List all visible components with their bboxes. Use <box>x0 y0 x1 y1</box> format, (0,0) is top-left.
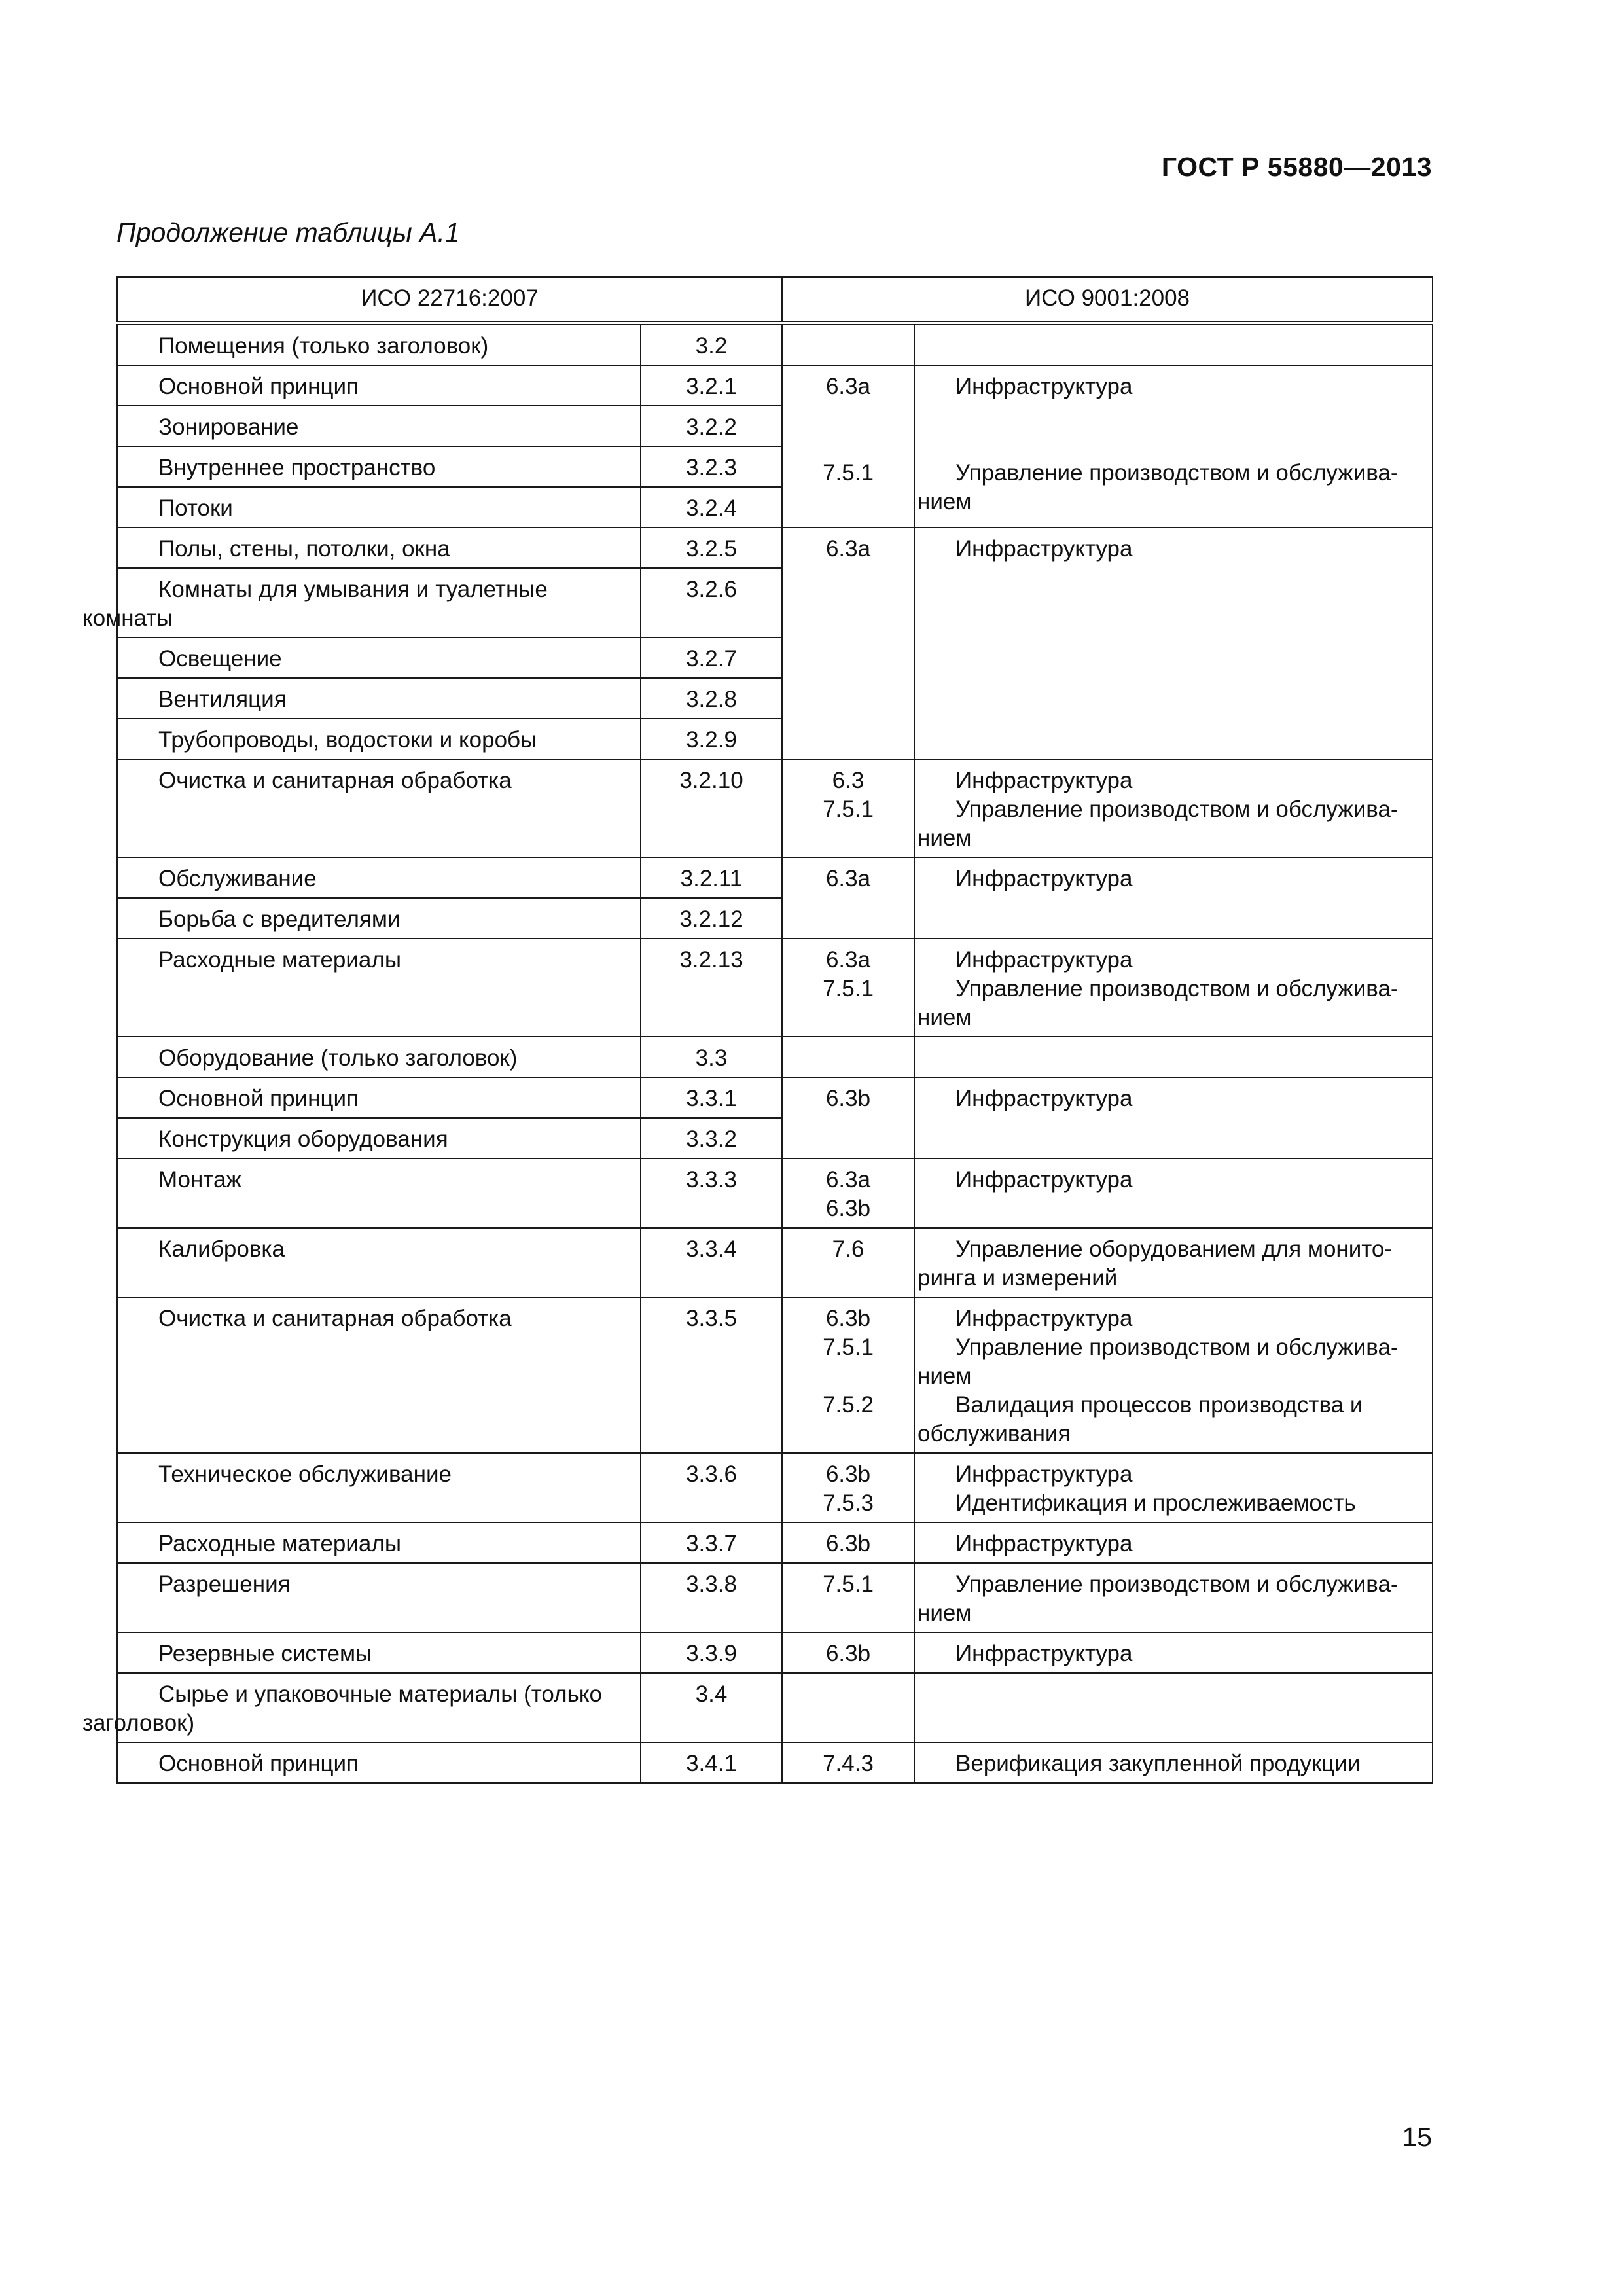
section-number: 3.2.10 <box>641 759 782 857</box>
iso9001-requirement: Верификация закупленной продукции <box>955 1751 1361 1776</box>
iso9001-requirement-cell <box>914 323 1433 366</box>
section-name-cell <box>117 898 641 939</box>
section-name: Потоки <box>158 495 233 521</box>
iso9001-requirement: нием <box>918 1363 972 1389</box>
section-name-continuation: заголовок) <box>82 1710 195 1736</box>
section-number: 3.3.6 <box>641 1453 782 1522</box>
section-name-cell <box>82 1673 641 1742</box>
section-name-cell <box>117 1563 641 1632</box>
section-name: Освещение <box>158 646 282 672</box>
section-number: 3.3.8 <box>641 1563 782 1632</box>
section-name: Очистка и санитарная обработка <box>158 1306 512 1331</box>
iso9001-requirement: Инфраструктура <box>955 374 1133 399</box>
section-name-cell <box>117 857 641 898</box>
section-name: Борьба с вредителями <box>158 906 401 932</box>
iso9001-clause-cell <box>782 857 914 939</box>
section-name-cell <box>117 446 641 487</box>
table-row <box>117 1037 1433 1077</box>
iso9001-clause-cell <box>782 1228 914 1297</box>
iso9001-clause: 7.4.3 <box>823 1751 874 1776</box>
section-name: Сырье и упаковочные материалы (только <box>158 1681 602 1707</box>
section-name: Расходные материалы <box>158 947 401 973</box>
section-number: 3.2.7 <box>641 637 782 678</box>
section-name-cell <box>117 365 641 406</box>
section-number: 3.4.1 <box>641 1742 782 1783</box>
table-row <box>117 1077 1433 1118</box>
iso9001-requirement: Инфраструктура <box>955 1462 1133 1487</box>
section-name: Обслуживание <box>158 866 317 891</box>
section-number: 3.2.1 <box>641 365 782 406</box>
iso9001-clause: 6.3a <box>825 866 871 891</box>
iso9001-clause-cell <box>782 1742 914 1783</box>
header-iso-9001: ИСО 9001:2008 <box>782 277 1433 323</box>
section-number: 3.4 <box>641 1673 782 1742</box>
section-name: Расходные материалы <box>158 1531 401 1556</box>
iso9001-clause-cell <box>782 1632 914 1673</box>
iso9001-requirement <box>918 401 1429 430</box>
iso9001-requirement: Инфраструктура <box>955 536 1133 562</box>
section-name-cell <box>117 678 641 719</box>
iso9001-requirement: Инфраструктура <box>955 1641 1133 1666</box>
section-number: 3.2.2 <box>641 406 782 446</box>
iso9001-requirement-cell <box>914 1037 1433 1077</box>
section-name: Трубопроводы, водостоки и коробы <box>158 727 537 753</box>
iso9001-requirement: Инфраструктура <box>955 866 1133 891</box>
iso9001-clause-cell <box>782 323 914 366</box>
iso9001-clause: 6.3a <box>825 947 871 973</box>
correspondence-table <box>82 276 1433 1784</box>
section-name-cell <box>117 1158 641 1228</box>
table-row <box>117 1632 1433 1673</box>
iso9001-clause: 6.3b <box>825 1196 871 1221</box>
table-row <box>117 857 1433 898</box>
iso9001-requirement: Инфраструктура <box>955 1167 1133 1193</box>
iso9001-requirement: Инфраструктура <box>955 1306 1133 1331</box>
section-name: Очистка и санитарная обработка <box>158 768 512 793</box>
section-name: Разрешения <box>158 1571 291 1597</box>
section-number: 3.3.5 <box>641 1297 782 1453</box>
iso9001-requirement <box>918 430 1429 459</box>
iso9001-requirement-cell <box>914 1453 1433 1522</box>
iso9001-clause <box>785 430 911 459</box>
iso9001-clause: 6.3a <box>825 536 871 562</box>
iso9001-clause: 7.5.1 <box>823 976 874 1001</box>
section-name: Внутреннее пространство <box>158 455 436 480</box>
section-name-cell <box>117 1522 641 1563</box>
iso9001-clause: 6.3a <box>825 374 871 399</box>
section-name-cell <box>117 1118 641 1158</box>
section-number: 3.3.3 <box>641 1158 782 1228</box>
section-name: Полы, стены, потолки, окна <box>158 536 450 562</box>
table-row <box>117 1228 1433 1297</box>
iso9001-clause-cell <box>782 939 914 1037</box>
iso9001-clause: 7.5.3 <box>823 1490 874 1516</box>
iso9001-clause <box>785 1362 911 1391</box>
table-body <box>82 323 1433 1784</box>
section-name-cell <box>117 1228 641 1297</box>
iso9001-clause-cell <box>782 1158 914 1228</box>
section-name: Калибровка <box>158 1236 285 1262</box>
section-name-cell <box>117 719 641 759</box>
section-name: Основной принцип <box>158 1751 359 1776</box>
section-number: 3.2.13 <box>641 939 782 1037</box>
iso9001-clause-cell <box>782 759 914 857</box>
section-name-continuation: комнаты <box>82 605 173 631</box>
iso9001-requirement: Управление производством и обслужива- <box>955 460 1399 486</box>
iso9001-requirement: Инфраструктура <box>955 1531 1133 1556</box>
table-row <box>117 528 1433 568</box>
iso9001-clause: 7.6 <box>832 1236 865 1262</box>
table-row <box>117 1563 1433 1632</box>
table-row <box>117 365 1433 406</box>
section-name: Техническое обслуживание <box>158 1462 452 1487</box>
iso9001-clause-cell <box>782 1563 914 1632</box>
section-number: 3.3.4 <box>641 1228 782 1297</box>
section-number: 3.2.9 <box>641 719 782 759</box>
section-name-cell <box>82 568 641 637</box>
iso9001-requirement-cell <box>914 1297 1433 1453</box>
iso9001-clause: 7.5.2 <box>823 1392 874 1418</box>
iso9001-requirement: Валидация процессов производства и <box>955 1392 1363 1418</box>
iso9001-requirement-cell <box>914 528 1433 759</box>
iso9001-requirement-cell <box>914 857 1433 939</box>
section-name-cell <box>117 939 641 1037</box>
section-name-cell <box>117 323 641 366</box>
section-number: 3.2.4 <box>641 487 782 528</box>
section-number: 3.3.9 <box>641 1632 782 1673</box>
iso9001-requirement-cell <box>914 1228 1433 1297</box>
iso9001-clause: 6.3 <box>832 768 865 793</box>
section-name-cell <box>117 528 641 568</box>
iso9001-clause-cell <box>782 1522 914 1563</box>
section-number: 3.2.12 <box>641 898 782 939</box>
table-row <box>117 1673 1433 1742</box>
section-name-cell <box>117 406 641 446</box>
iso9001-requirement-cell <box>914 939 1433 1037</box>
iso9001-requirement: нием <box>918 825 972 851</box>
iso9001-requirement: Управление оборудованием для монито- <box>955 1236 1393 1262</box>
section-name: Зонирование <box>158 414 299 440</box>
header-iso-22716: ИСО 22716:2007 <box>117 277 782 323</box>
iso9001-requirement-cell <box>914 1563 1433 1632</box>
iso9001-clause-cell <box>782 1453 914 1522</box>
section-name-cell <box>117 1297 641 1453</box>
iso9001-requirement: нием <box>918 1005 972 1030</box>
iso9001-clause-cell <box>782 1673 914 1742</box>
iso9001-clause: 6.3b <box>825 1531 871 1556</box>
section-number: 3.3.7 <box>641 1522 782 1563</box>
page-number: 15 <box>1402 2122 1432 2152</box>
iso9001-requirement-cell <box>914 365 1433 528</box>
section-number: 3.3.2 <box>641 1118 782 1158</box>
section-name: Помещения (только заголовок) <box>158 333 489 359</box>
table-row <box>117 1297 1433 1453</box>
table-row <box>117 1453 1433 1522</box>
iso9001-clause: 6.3b <box>825 1086 871 1111</box>
iso9001-requirement: Управление производством и обслужива- <box>955 797 1399 822</box>
table-caption: Продолжение таблицы А.1 <box>116 217 460 247</box>
iso9001-clause-cell <box>782 528 914 759</box>
iso9001-requirement: Управление производством и обслужива- <box>955 1571 1399 1597</box>
table-row <box>117 323 1433 366</box>
iso9001-requirement-cell <box>914 1742 1433 1783</box>
section-name-cell <box>117 759 641 857</box>
iso9001-clause: 6.3b <box>825 1462 871 1487</box>
section-number: 3.3.1 <box>641 1077 782 1118</box>
iso9001-requirement: нием <box>918 1600 972 1626</box>
iso9001-requirement: Управление производством и обслужива- <box>955 1335 1399 1360</box>
iso9001-requirement: Инфраструктура <box>955 947 1133 973</box>
iso9001-requirement: Идентификация и прослеживаемость <box>955 1490 1356 1516</box>
iso9001-clause: 6.3b <box>825 1641 871 1666</box>
section-name: Основной принцип <box>158 374 359 399</box>
table-header-row <box>117 277 1433 323</box>
iso9001-requirement-cell <box>914 759 1433 857</box>
section-name: Оборудование (только заголовок) <box>158 1045 518 1071</box>
table-row <box>117 759 1433 857</box>
iso9001-requirement: нием <box>918 489 972 514</box>
iso9001-clause: 7.5.1 <box>823 797 874 822</box>
section-number: 3.2.3 <box>641 446 782 487</box>
iso9001-clause-cell <box>782 1297 914 1453</box>
section-number: 3.2 <box>641 323 782 366</box>
iso9001-requirement: обслуживания <box>918 1421 1071 1446</box>
iso9001-requirement: Управление производством и обслужива- <box>955 976 1399 1001</box>
section-name-cell <box>117 1742 641 1783</box>
table-row <box>117 939 1433 1037</box>
section-name-cell <box>117 1077 641 1118</box>
iso9001-requirement-cell <box>914 1632 1433 1673</box>
table-row <box>117 1742 1433 1783</box>
section-number: 3.2.6 <box>641 568 782 637</box>
iso9001-requirement-cell <box>914 1522 1433 1563</box>
section-number: 3.2.5 <box>641 528 782 568</box>
iso9001-clause: 7.5.1 <box>823 1335 874 1360</box>
iso9001-requirement: Инфраструктура <box>955 1086 1133 1111</box>
section-name: Комнаты для умывания и туалетные <box>158 577 548 602</box>
iso9001-clause: 6.3a <box>825 1167 871 1193</box>
iso9001-clause: 7.5.1 <box>823 1571 874 1597</box>
iso9001-clause-cell <box>782 1077 914 1158</box>
section-name: Резервные системы <box>158 1641 372 1666</box>
iso9001-clause-cell <box>782 365 914 528</box>
iso9001-requirement: Инфраструктура <box>955 768 1133 793</box>
section-number: 3.3 <box>641 1037 782 1077</box>
iso9001-clause: 6.3b <box>825 1306 871 1331</box>
iso9001-clause-cell <box>782 1037 914 1077</box>
iso9001-requirement-cell <box>914 1158 1433 1228</box>
section-name: Монтаж <box>158 1167 241 1193</box>
section-number: 3.2.8 <box>641 678 782 719</box>
iso9001-requirement-cell <box>914 1673 1433 1742</box>
table-row <box>117 1158 1433 1228</box>
section-name-cell <box>117 1453 641 1522</box>
document-code: ГОСТ Р 55880—2013 <box>1161 152 1432 182</box>
section-number: 3.2.11 <box>641 857 782 898</box>
section-name-cell <box>117 487 641 528</box>
iso9001-clause <box>785 401 911 430</box>
iso9001-requirement-cell <box>914 1077 1433 1158</box>
section-name: Вентиляция <box>158 687 287 712</box>
table-row <box>117 1522 1433 1563</box>
section-name-cell <box>117 1632 641 1673</box>
section-name: Основной принцип <box>158 1086 359 1111</box>
section-name: Конструкция оборудования <box>158 1126 448 1152</box>
iso9001-requirement: ринга и измерений <box>918 1265 1118 1291</box>
iso9001-clause: 7.5.1 <box>823 460 874 486</box>
section-name-cell <box>117 637 641 678</box>
section-name-cell <box>117 1037 641 1077</box>
